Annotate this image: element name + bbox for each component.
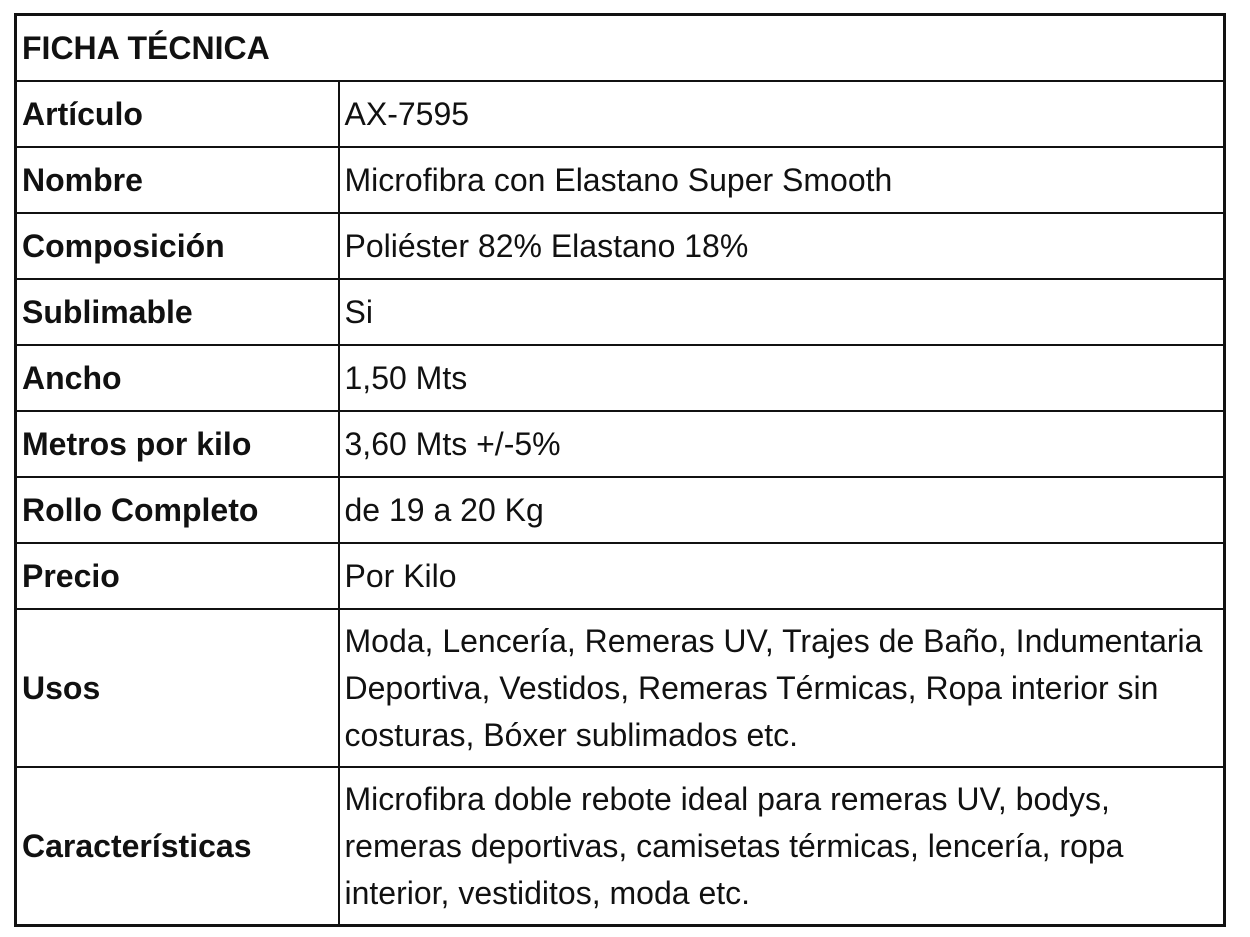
row-value-nombre: Microfibra con Elastano Super Smooth — [339, 147, 1225, 213]
row-value-rollo-completo: de 19 a 20 Kg — [339, 477, 1225, 543]
row-value-caracteristicas: Microfibra doble rebote ideal para remeras UV, bodys, remeras deportivas, camisetas térmicas, lencería, ropa interior, vestiditos, moda etc. — [339, 767, 1225, 926]
table-row — [16, 345, 1225, 411]
table-row — [16, 477, 1225, 543]
row-value-composicion: Poliéster 82% Elastano 18% — [339, 213, 1225, 279]
table-row — [16, 81, 1225, 147]
row-label-articulo: Artículo — [16, 81, 339, 147]
row-label-precio: Precio — [16, 543, 339, 609]
table-row — [16, 147, 1225, 213]
table-row — [16, 609, 1225, 767]
row-label-sublimable: Sublimable — [16, 279, 339, 345]
row-value-metros-por-kilo: 3,60 Mts +/-5% — [339, 411, 1225, 477]
row-label-metros-por-kilo: Metros por kilo — [16, 411, 339, 477]
row-label-usos: Usos — [16, 609, 339, 767]
technical-sheet-table — [14, 13, 1226, 927]
row-label-nombre: Nombre — [16, 147, 339, 213]
table-row — [16, 767, 1225, 926]
table-row — [16, 213, 1225, 279]
row-label-rollo-completo: Rollo Completo — [16, 477, 339, 543]
row-label-composicion: Composición — [16, 213, 339, 279]
table-row — [16, 411, 1225, 477]
row-label-caracteristicas: Características — [16, 767, 339, 926]
row-value-precio: Por Kilo — [339, 543, 1225, 609]
table-row — [16, 279, 1225, 345]
row-value-ancho: 1,50 Mts — [339, 345, 1225, 411]
title-row — [16, 15, 1225, 82]
row-value-articulo: AX-7595 — [339, 81, 1225, 147]
table-row — [16, 543, 1225, 609]
row-value-sublimable: Si — [339, 279, 1225, 345]
row-label-ancho: Ancho — [16, 345, 339, 411]
row-value-usos: Moda, Lencería, Remeras UV, Trajes de Baño, Indumentaria Deportiva, Vestidos, Remeras Térmicas, Ropa interior sin costuras, Bóxer sublimados etc. — [339, 609, 1225, 767]
sheet-title: FICHA TÉCNICA — [16, 15, 1225, 82]
